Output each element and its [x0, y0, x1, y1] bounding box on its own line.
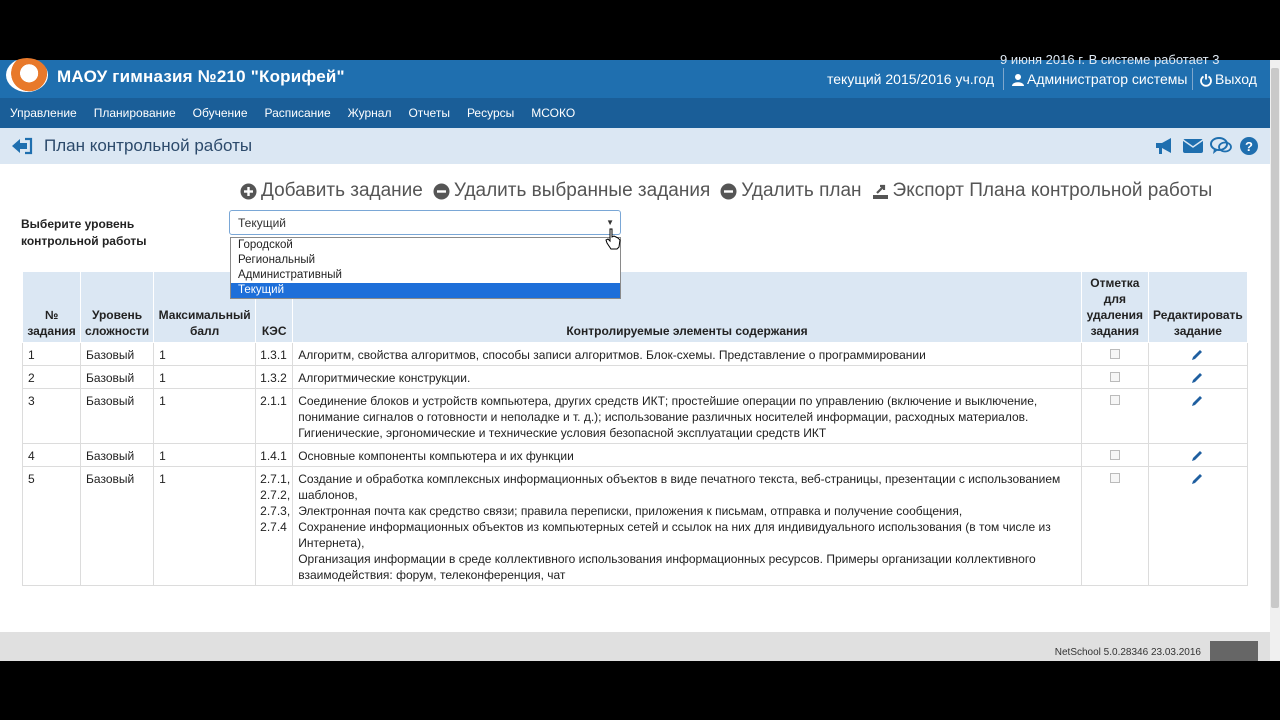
nav-item-msoko[interactable]: МСОКО: [531, 106, 576, 120]
admin-label: Администратор системы: [1027, 71, 1188, 87]
col-header-max: Максимальный балл: [154, 272, 256, 343]
cell-num: 4: [23, 444, 81, 467]
pencil-icon[interactable]: [1191, 371, 1204, 384]
table-header-row: [23, 272, 1248, 343]
level-selected-value: Текущий: [238, 216, 286, 230]
power-icon: [1200, 73, 1212, 86]
mail-icon[interactable]: [1182, 136, 1204, 156]
pencil-icon[interactable]: [1191, 348, 1204, 361]
admin-link[interactable]: [1012, 71, 1187, 87]
cell-kes: 2.7.1, 2.7.2, 2.7.3, 2.7.4: [256, 467, 293, 586]
title-bar: [0, 128, 1270, 164]
delete-checkbox[interactable]: [1110, 395, 1120, 405]
scroll-up-button[interactable]: [1210, 641, 1258, 661]
cell-max: 1: [154, 389, 256, 444]
cell-mark: [1081, 444, 1148, 467]
level-option-current[interactable]: Текущий: [231, 283, 620, 298]
level-option-administrative[interactable]: Административный: [238, 269, 342, 281]
cell-edit: [1148, 343, 1247, 366]
page-title: План контрольной работы: [44, 136, 253, 155]
cell-edit: [1148, 366, 1247, 389]
table-row: [23, 366, 1248, 389]
delete-checkbox[interactable]: [1110, 450, 1120, 460]
vertical-scrollbar[interactable]: [1270, 60, 1280, 661]
header: [0, 52, 1270, 98]
col-header-level: Уровень сложности: [81, 272, 154, 343]
scrollbar-thumb[interactable]: [1271, 68, 1279, 608]
cell-level: Базовый: [81, 444, 154, 467]
table-row: [23, 444, 1248, 467]
school-logo: [6, 58, 48, 92]
delete-checkbox[interactable]: [1110, 473, 1120, 483]
cell-kes: 1.4.1: [256, 444, 293, 467]
cell-mark: [1081, 467, 1148, 586]
cell-level: Базовый: [81, 366, 154, 389]
pencil-icon[interactable]: [1191, 472, 1204, 485]
nav-item-management[interactable]: Управление: [10, 106, 77, 120]
hand-cursor-icon: [605, 228, 621, 250]
pencil-icon[interactable]: [1191, 449, 1204, 462]
cell-max: 1: [154, 343, 256, 366]
logout-label: Выход: [1215, 71, 1257, 87]
pencil-icon[interactable]: [1191, 394, 1204, 407]
user-icon: [1012, 73, 1024, 86]
col-header-mark: Отметка для удаления задания: [1081, 272, 1148, 343]
tasks-table: [22, 271, 1248, 586]
cell-num: 2: [23, 366, 81, 389]
cell-content: Алгоритм, свойства алгоритмов, способы записи алгоритмов. Блок-схемы. Представление о программировании: [293, 343, 1082, 366]
toolbar-icons: [1154, 136, 1260, 156]
export-plan-label: Экспорт Плана контрольной работы: [892, 180, 1213, 201]
delete-plan-button[interactable]: [720, 180, 861, 202]
col-header-edit: Редактировать задание: [1148, 272, 1247, 343]
plus-circle-icon: [240, 183, 257, 200]
cell-num: 1: [23, 343, 81, 366]
cell-kes: 1.3.1: [256, 343, 293, 366]
table-row: [23, 389, 1248, 444]
header-divider: [1003, 68, 1004, 90]
cell-mark: [1081, 389, 1148, 444]
table-body: [23, 343, 1248, 586]
export-icon: [872, 183, 889, 200]
logout-link[interactable]: [1200, 71, 1257, 87]
back-arrow-icon[interactable]: [10, 136, 34, 156]
megaphone-icon[interactable]: [1154, 136, 1176, 156]
level-options-list: [230, 237, 621, 299]
cell-content: Алгоритмические конструкции.: [293, 366, 1082, 389]
level-option-regional[interactable]: Региональный: [238, 254, 316, 266]
date-line: 9 июня 2016 г. В системе работает 3: [1000, 52, 1220, 67]
dropdown-arrow-icon: ▼: [606, 218, 614, 227]
minus-circle-icon: [720, 183, 737, 200]
col-header-content: Контролируемые элементы содержания: [293, 272, 1082, 343]
table-row: [23, 467, 1248, 586]
add-task-button[interactable]: [240, 180, 423, 202]
nav-item-planning[interactable]: Планирование: [93, 106, 176, 120]
school-year[interactable]: текущий 2015/2016 уч.год: [827, 71, 995, 87]
delete-checkbox[interactable]: [1110, 372, 1120, 382]
delete-checkbox[interactable]: [1110, 349, 1120, 359]
nav-item-schedule[interactable]: Расписание: [264, 106, 331, 120]
svg-text:?: ?: [1245, 139, 1253, 154]
table-row: [23, 343, 1248, 366]
version-info: NetSchool 5.0.28346 23.03.2016: [1054, 647, 1201, 658]
export-plan-button[interactable]: [872, 180, 1213, 202]
cell-edit: [1148, 467, 1247, 586]
cell-edit: [1148, 444, 1247, 467]
cell-level: Базовый: [81, 343, 154, 366]
cell-edit: [1148, 389, 1247, 444]
cell-content: Создание и обработка комплексных информационных объектов в виде печатного текста, веб-страницы, презентации с использованием шаблонов, Электронная почта как средство связи; правила переписки, приложения к письмам, отправка и получение сообщения, Сохранение информационных объектов из компьютерных сетей и ссылок на них для индивидуального использования (в том числе из Интернета), Организация информации в среде коллективного использования информационных ресурсов. Примеры организации коллективного взаимодействия: форум, телеконференция, чат: [293, 467, 1082, 586]
col-header-kes: КЭС: [256, 272, 293, 343]
header-divider: [1192, 68, 1193, 90]
cell-max: 1: [154, 467, 256, 586]
cell-level: Базовый: [81, 467, 154, 586]
delete-selected-button[interactable]: [433, 180, 710, 202]
footer: [0, 632, 1270, 661]
cell-max: 1: [154, 366, 256, 389]
level-label: Выберите уровень контрольной работы: [21, 217, 147, 248]
help-icon[interactable]: [1238, 136, 1260, 156]
school-name: МАОУ гимназия №210 "Корифей": [57, 67, 345, 86]
cell-num: 5: [23, 467, 81, 586]
col-header-num: № задания: [23, 272, 81, 343]
main-nav: [0, 98, 1270, 128]
nav-item-journal[interactable]: Журнал: [347, 106, 392, 120]
cell-mark: [1081, 366, 1148, 389]
action-bar: [240, 180, 1212, 202]
nav-item-teaching[interactable]: Обучение: [192, 106, 248, 120]
cell-max: 1: [154, 444, 256, 467]
minus-circle-icon: [433, 183, 450, 200]
nav-item-reports[interactable]: Отчеты: [408, 106, 450, 120]
cell-mark: [1081, 343, 1148, 366]
nav-item-resources[interactable]: Ресурсы: [466, 106, 515, 120]
chat-icon[interactable]: [1210, 136, 1232, 156]
level-select[interactable]: [229, 210, 621, 235]
cell-num: 3: [23, 389, 81, 444]
cell-kes: 1.3.2: [256, 366, 293, 389]
cell-level: Базовый: [81, 389, 154, 444]
cell-content: Основные компоненты компьютера и их функции: [293, 444, 1082, 467]
cell-kes: 2.1.1: [256, 389, 293, 444]
delete-selected-label: Удалить выбранные задания: [453, 180, 711, 201]
cell-content: Соединение блоков и устройств компьютера, других средств ИКТ; простейшие операции по управлению (включение и выключение, понимание сигналов о готовности и неполадке и т. д.); использование различных носителей информации, расходных материалов. Гигиенические, эргономические и технические условия безопасной эксплуатации средств ИКТ: [293, 389, 1082, 444]
level-option-city[interactable]: Городской: [238, 239, 293, 251]
app-window: [0, 52, 1280, 661]
delete-plan-label: Удалить план: [741, 180, 862, 201]
add-task-label: Добавить задание: [261, 180, 423, 201]
